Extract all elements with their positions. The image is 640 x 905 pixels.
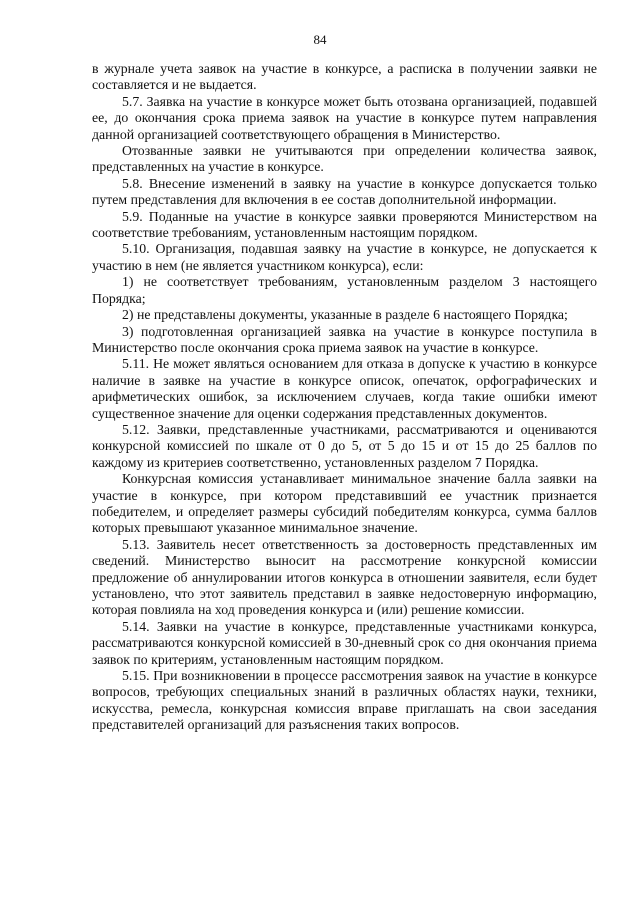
paragraph-withdrawn-applications: Отозванные заявки не учитываются при определении количества заявок, представленных на участие в конкурсе. [92, 143, 597, 175]
paragraph-5-7: 5.7. Заявка на участие в конкурсе может быть отозвана организацией, подавшей ее, до окончания срока приема заявок на участие в конкурсе путем направления данной организацией соответствующего обращения в Министерство. [92, 93, 597, 142]
paragraph-5-11: 5.11. Не может являться основанием для отказа в допуске к участию в конкурсе наличие в заявке на участие в конкурсе описок, опечаток, орфографических и арифметических ошибок, за исключением случаев, когда такие ошибки имеют существенное значение для оценки содержания представленных документов. [92, 356, 597, 421]
paragraph-5-13: 5.13. Заявитель несет ответственность за достоверность представленных им сведений. Министерство выносит на рассмотрение конкурсной комиссии предложение об аннулировании итогов конкурса в отношении заявителя, если будет установлено, что этот заявитель представил в заявке недостоверную информацию, которая повлияла на ход проведения конкурса и (или) решение комиссии. [92, 536, 597, 618]
document-body [92, 61, 597, 734]
list-item-3: 3) подготовленная организацией заявка на участие в конкурсе поступила в Министерство после окончания срока приема заявок на участие в конкурсе. [92, 323, 597, 355]
list-item-1: 1) не соответствует требованиям, установленным разделом 3 настоящего Порядка; [92, 274, 597, 306]
list-item-2: 2) не представлены документы, указанные в разделе 6 настоящего Порядка; [122, 307, 568, 323]
paragraph-commission-minimum-score: Конкурсная комиссия устанавливает минимальное значение балла заявки на участие в конкурсе, при котором представивший ее участник признается победителем, и определяет размеры субсидий победителям конкурса, сумма баллов которых превышают указанное минимальное значение. [92, 471, 597, 536]
paragraph-5-15: 5.15. При возникновении в процессе рассмотрения заявок на участие в конкурсе вопросов, требующих специальных знаний в различных областях науки, техники, искусства, ремесла, конкурсная комиссия вправе приглашать на свои заседания представителей организаций для разъяснения таких вопросов. [92, 668, 597, 733]
paragraph-continuation: в журнале учета заявок на участие в конкурсе, а расписка в получении заявки не составляется и не выдается. [92, 61, 597, 93]
paragraph-5-8: 5.8. Внесение изменений в заявку на участие в конкурсе допускается только путем представления для включения в ее состав дополнительной информации. [92, 175, 597, 208]
paragraph-5-9: 5.9. Поданные на участие в конкурсе заявки проверяются Министерством на соответствие требованиям, установленным настоящим порядком. [92, 208, 597, 241]
page-number: 84 [313, 32, 327, 47]
paragraph-5-14: 5.14. Заявки на участие в конкурсе, представленные участниками конкурса, рассматриваются конкурсной комиссией в 30-дневный срок со дня окончания приема заявок по критериям, установленным настоящим порядком. [92, 618, 597, 667]
paragraph-5-12: 5.12. Заявки, представленные участниками, рассматриваются и оцениваются конкурсной комиссией по шкале от 0 до 5, от 5 до 15 и от 15 до 25 баллов по каждому из критериев соответственно, установленных разделом 7 Порядка. [92, 421, 597, 470]
paragraph-5-10: 5.10. Организация, подавшая заявку на участие в конкурсе, не допускается к участию в нем (не является участником конкурса), если: [92, 241, 597, 273]
